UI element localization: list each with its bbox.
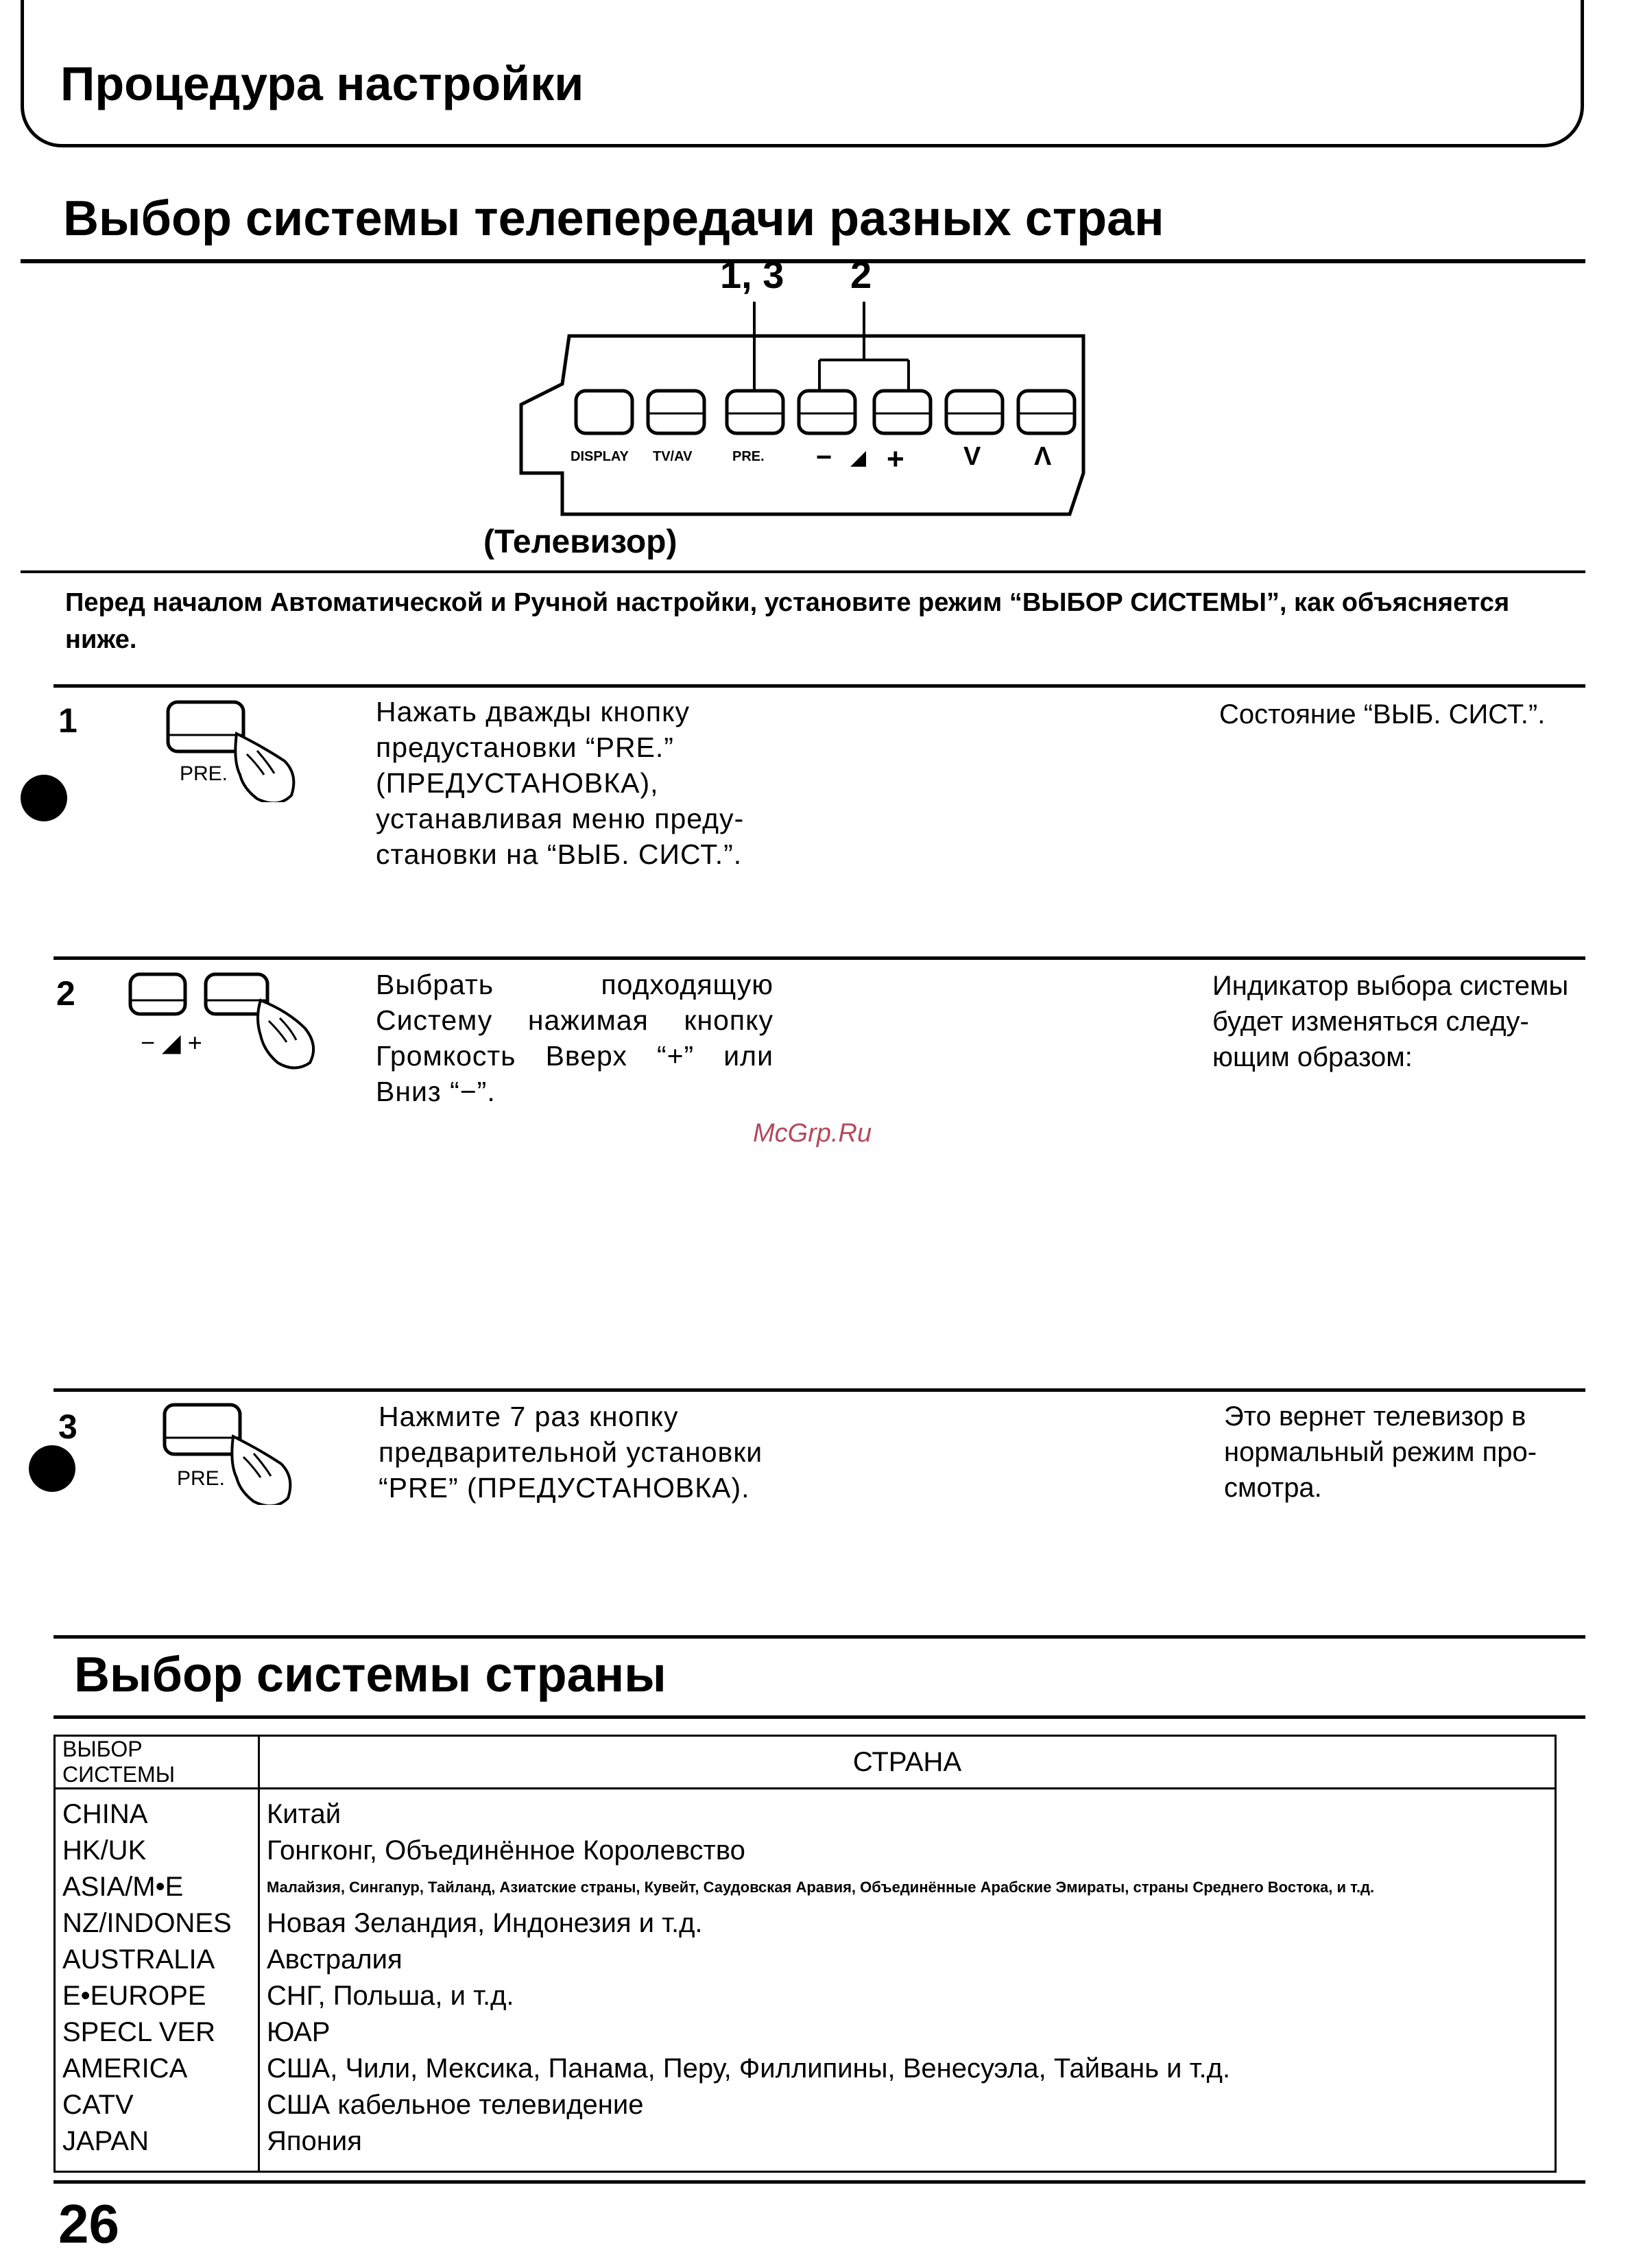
panel-button-tvav bbox=[648, 391, 704, 433]
system-cell: CATV bbox=[55, 2087, 259, 2123]
step-instruction: Выбрать подходящую Систему нажимая кнопку Громкость Вверх “+” или Вниз “−”. bbox=[376, 969, 773, 1107]
divider bbox=[53, 1388, 1585, 1392]
system-cell: NZ/INDONES bbox=[55, 1905, 259, 1942]
footer-rule bbox=[53, 2180, 1585, 2184]
volume-buttons-label: − ◢ + bbox=[141, 1028, 202, 1057]
panel-label-pre: PRE. bbox=[732, 449, 765, 464]
table-header-row bbox=[55, 1736, 1556, 1789]
divider bbox=[53, 684, 1585, 688]
table-row bbox=[55, 1978, 1556, 2014]
country-cell: Новая Зеландия, Индонезия и т.д. bbox=[267, 1908, 703, 1938]
section-rule bbox=[21, 259, 1585, 263]
table-row bbox=[55, 1833, 1556, 1869]
step-status: Индикатор выбора системы будет изменяться следу-ющим образом: bbox=[1212, 971, 1569, 1072]
system-cell: SPECL VER bbox=[55, 2014, 259, 2051]
step-bullet bbox=[29, 1445, 75, 1492]
divider bbox=[53, 1635, 1585, 1639]
step-number: 1 bbox=[58, 701, 77, 740]
volume-buttons-press-icon bbox=[123, 970, 322, 1073]
pre-button-label: PRE. bbox=[180, 762, 228, 785]
watermark: McGrp.Ru bbox=[753, 1119, 872, 1148]
system-cell: AUSTRALIA bbox=[55, 1942, 259, 1978]
table-row bbox=[55, 2123, 1556, 2172]
country-cell: США, Чили, Мексика, Панама, Перу, Филлипины, Венесуэла, Тайвань и т.д. bbox=[267, 2053, 1231, 2084]
section-title-country-system: Выбор системы страны bbox=[74, 1648, 667, 1702]
panel-label-ch-down: V bbox=[963, 442, 981, 471]
step-number: 2 bbox=[56, 974, 75, 1013]
country-cell: Гонгконг, Объединённое Королевство bbox=[267, 1835, 745, 1866]
table-row bbox=[55, 2087, 1556, 2123]
page-number: 26 bbox=[58, 2193, 119, 2254]
country-system-table bbox=[53, 1735, 1557, 2173]
country-cell: Австралия bbox=[267, 1944, 403, 1975]
pre-button-press-icon bbox=[161, 699, 312, 802]
table-row bbox=[55, 1942, 1556, 1978]
step-status: Состояние “ВЫБ. СИСТ.”. bbox=[1219, 699, 1546, 729]
callout-step-2: 2 bbox=[850, 253, 872, 296]
system-cell: ASIA/M•E bbox=[55, 1869, 259, 1905]
system-cell: JAPAN bbox=[55, 2123, 259, 2172]
volume-icon: ◢ bbox=[850, 446, 867, 469]
panel-label-display: DISPLAY bbox=[571, 449, 629, 464]
section-title-tv-system: Выбор системы телепередачи разных стран bbox=[63, 191, 1164, 246]
diagram-caption: (Телевизор) bbox=[483, 524, 677, 560]
country-cell: СНГ, Польша, и т.д. bbox=[267, 1981, 514, 2011]
panel-label-tvav: TV/AV bbox=[653, 449, 693, 464]
column-header-system: ВЫБОР СИСТЕМЫ bbox=[55, 1736, 259, 1789]
tv-control-panel-diagram bbox=[507, 302, 1097, 521]
table-row bbox=[55, 2051, 1556, 2087]
table-row bbox=[55, 1789, 1556, 1833]
panel-button-ch-down bbox=[946, 391, 1003, 433]
page-header-title: Процедура настройки bbox=[60, 57, 584, 110]
step-instruction: Нажмите 7 раз кнопку предварительной установки “PRE” (ПРЕДУСТАНОВКА). bbox=[379, 1401, 763, 1504]
step-number: 3 bbox=[58, 1408, 77, 1446]
country-cell: США кабельное телевидение bbox=[267, 2090, 644, 2120]
callout-step-1-3: 1, 3 bbox=[720, 253, 784, 296]
panel-label-ch-up: Λ bbox=[1034, 442, 1052, 471]
system-cell: CHINA bbox=[55, 1789, 259, 1833]
intro-text: Перед началом Автоматической и Ручной настройки, установите режим “ВЫБОР СИСТЕМЫ”, как объясняется ниже. bbox=[65, 588, 1510, 654]
column-header-country: СТРАНА bbox=[259, 1736, 1556, 1789]
panel-button-vol-down bbox=[799, 391, 855, 433]
step-status: Это вернет телевизор в нормальный режим про-смотра. bbox=[1224, 1401, 1537, 1503]
panel-button-ch-up bbox=[1018, 391, 1075, 433]
country-cell: ЮАР bbox=[267, 2017, 331, 2047]
pre-button-label: PRE. bbox=[177, 1467, 226, 1490]
panel-button-vol-up bbox=[874, 391, 931, 433]
panel-label-plus: + bbox=[887, 442, 904, 476]
panel-label-minus: − bbox=[816, 442, 832, 472]
table-row bbox=[55, 2014, 1556, 2051]
divider bbox=[53, 956, 1585, 960]
step-bullet bbox=[21, 775, 67, 821]
panel-button-display bbox=[576, 391, 632, 433]
country-cell: Япония bbox=[267, 2126, 362, 2156]
table-row bbox=[55, 1869, 1556, 1905]
system-cell: HK/UK bbox=[55, 1833, 259, 1869]
table-row bbox=[55, 1905, 1556, 1942]
system-cell: E•EUROPE bbox=[55, 1978, 259, 2014]
divider bbox=[21, 570, 1585, 573]
system-cell: AMERICA bbox=[55, 2051, 259, 2087]
section-rule bbox=[53, 1715, 1585, 1719]
step-instruction: Нажать дважды кнопку предустановки “PRE.” (ПРЕДУСТАНОВКА), устанавливая меню преду-становки на “ВЫБ. СИСТ.”. bbox=[376, 696, 745, 870]
country-cell: Китай bbox=[267, 1799, 341, 1829]
country-cell: Малайзия, Сингапур, Тайланд, Азиатские страны, Кувейт, Саудовская Аравия, Объединённые Арабские Эмираты, страны Среднего Востока, и т.д. bbox=[267, 1878, 1375, 1896]
panel-button-pre bbox=[727, 391, 783, 433]
